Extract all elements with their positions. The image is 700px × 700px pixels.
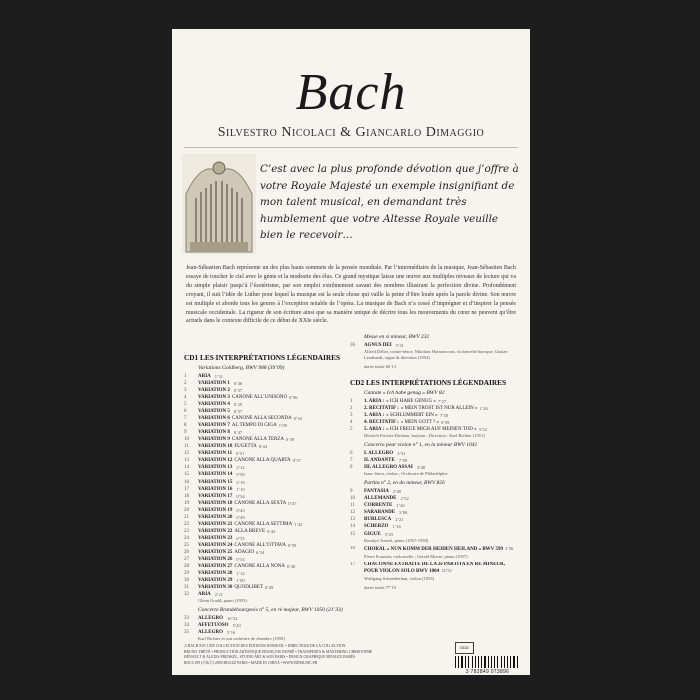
track-row (184, 577, 346, 584)
track-number: 26 (184, 549, 189, 555)
track-duration: 3’31 (397, 451, 406, 457)
track-title: VARIATION 11 (198, 451, 233, 457)
track-row (184, 521, 346, 528)
track-row (350, 562, 520, 576)
track-number: 17 (350, 561, 355, 567)
track-number: 6 (184, 409, 187, 415)
track-title: VARIATION 21 (198, 521, 233, 527)
track-extra: CANONE ALL’OTTAVA (234, 542, 287, 548)
track-title: III. ALLEGRO ASSAI (364, 465, 413, 471)
track-number: 1 (350, 398, 353, 404)
track-title: SCHERZO (364, 524, 389, 530)
track-row (184, 486, 346, 493)
track-number: 31 (184, 585, 189, 591)
track-number: 2 (350, 405, 353, 411)
track-duration: 1’26 (479, 405, 488, 411)
performer-credit: Pierre Fournier, violoncelle ; Gerald Moore, piano (1957) (364, 553, 468, 559)
track-number: 11 (350, 503, 355, 509)
track-duration: 5’16 (227, 630, 236, 636)
track-title: ARIA (198, 373, 211, 379)
track-duration: 2’12 (236, 465, 245, 471)
track-number: 28 (184, 564, 189, 570)
track-number: 16 (350, 545, 355, 551)
track-title: VARIATION 4 (198, 401, 230, 407)
track-duration: 0’59 (236, 472, 245, 478)
track-title: VARIATION 9 (198, 437, 230, 443)
track-extra: ADAGIO (234, 549, 255, 555)
track-number: 7 (184, 416, 187, 422)
track-number: 27 (184, 557, 189, 563)
track-title: VARIATION 28 (198, 571, 233, 577)
track-duration: 0’57 (292, 458, 301, 464)
track-duration: 0’44 (258, 444, 268, 450)
track-number: 2 (184, 380, 187, 386)
track-row (184, 542, 346, 549)
track-row (184, 387, 346, 394)
track-number: 1 (184, 373, 187, 379)
track-duration: 0’43 (267, 528, 276, 534)
section-title: Concerto Brandebourgeois n° 5, en ré majeur, BWV 1050 (21’33) (198, 607, 343, 614)
track-duration: 2’21 (395, 517, 404, 523)
track-extra: « MEIN GOTT ? » (400, 419, 440, 425)
track-number: 21 (184, 514, 189, 520)
track-extra: QUODLIBET (234, 585, 264, 591)
track-duration: 0’54 (236, 493, 245, 499)
track-title: CHACONNE EXTRAITE DE LA 2e PARTITA EN RÉ MINEUR, POUR VIOLON SOLO BWV 1004 (364, 561, 505, 575)
track-title: VARIATION 16 (198, 486, 233, 492)
track-number: 3 (184, 387, 187, 393)
track-row (184, 615, 346, 622)
performer-credit: Alfred Deller, contre-ténor; Nikolaus Harnoncourt, violoncelle baroque; Gustav Leonhardt, orgue & direction (1954) (364, 349, 508, 361)
album-back-cover (172, 29, 530, 675)
track-number: 11 (184, 444, 189, 450)
track-duration: 0’29 (233, 401, 243, 407)
track-number: 19 (184, 500, 189, 506)
track-number: 9 (350, 489, 353, 495)
track-duration: 1’19 (236, 486, 245, 492)
track-title: AGNUS DEI (364, 343, 392, 348)
divider (184, 147, 518, 148)
track-row (350, 457, 520, 464)
track-title: VARIATION 25 (198, 549, 233, 555)
track-title: VARIATION 10 (198, 444, 233, 450)
track-number: 36 (350, 343, 355, 348)
track-duration: 3’48 (416, 465, 426, 471)
track-row (184, 563, 346, 570)
track-row (184, 443, 346, 450)
track-extra: CANONE ALLA SEXTA (234, 500, 287, 506)
track-title: 2. RÉCITATIF : (364, 405, 399, 411)
track-extra: CANONE ALLA SECONDA (231, 416, 292, 422)
track-row (184, 549, 346, 556)
track-row (350, 419, 520, 426)
track-list (184, 373, 346, 599)
track-row (350, 342, 520, 349)
track-duration: 1’09 (278, 423, 288, 429)
track-number: 8 (184, 423, 187, 429)
track-title: VARIATION 27 (198, 564, 233, 570)
track-duration: 1’00 (236, 578, 245, 584)
track-duration: 1’51 (214, 373, 224, 379)
track-row (184, 500, 346, 507)
track-number: 16 (184, 479, 189, 485)
track-number: 7 (350, 458, 353, 464)
track-row (350, 495, 520, 502)
track-duration: 1’43 (294, 521, 303, 527)
track-duration: 0’47 (233, 430, 243, 436)
track-row (184, 464, 346, 471)
track-number: 13 (184, 458, 189, 464)
track-duration: 0’39 (286, 437, 295, 443)
album-title: Bach (295, 64, 407, 121)
track-row (184, 373, 346, 380)
track-number: 25 (184, 542, 189, 548)
church-organ-engraving-image (182, 154, 256, 254)
track-title: VARIATION 5 (198, 409, 230, 415)
track-row (184, 507, 346, 514)
track-row (184, 570, 346, 577)
footer-credits (184, 644, 444, 666)
track-extra: « SCHLUMMERT EIN » (386, 412, 438, 418)
track-duration: 0’47 (288, 500, 297, 506)
track-duration: 1’16 (392, 524, 401, 530)
track-row (184, 415, 346, 422)
track-title: VARIATION 30 (198, 585, 233, 591)
track-extra: « MEIN TROST IST NUR ALLEIN » (400, 405, 478, 411)
section-title: Cantate « Ich habe genug » BWV 82 (364, 389, 445, 396)
track-number: 24 (184, 535, 189, 541)
track-row (350, 450, 520, 457)
track-duration: 3’29 (384, 531, 393, 537)
track-title: GIGUE (364, 531, 381, 537)
track-row (184, 514, 346, 521)
track-title: VARIATION 29 (198, 578, 233, 584)
track-duration: 0’49 (265, 585, 274, 591)
track-duration: 3’56 (504, 545, 514, 551)
track-row (184, 408, 346, 415)
track-number: 32 (184, 592, 189, 598)
track-title: VARIATION 8 (198, 430, 230, 436)
track-duration: 0’49 (236, 514, 245, 520)
track-title: VARIATION 3 (198, 394, 230, 400)
track-title: BURLESCA (364, 517, 392, 523)
track-row (350, 523, 520, 530)
footer-line: BRUNO THÉVÉ • PRODUCTION ARTISTIQUE FRANÇOIS DUPRÉ • TRANSFERTS & MASTERING CHRISTOPHE (184, 649, 373, 654)
track-title: VARIATION 19 (198, 507, 233, 513)
performer-credit: Glenn Gould, piano (1955) (198, 598, 247, 604)
track-duration: 7’38 (439, 412, 448, 418)
track-title: VARIATION 18 (198, 500, 233, 506)
barcode-number: 3 782849 073896 (465, 669, 510, 675)
track-row (184, 629, 346, 636)
track-row (350, 426, 520, 433)
track-duration: 0’55 (236, 535, 245, 541)
track-list (350, 450, 520, 471)
track-duration: 3’06 (399, 510, 408, 516)
track-duration: 0’51 (236, 451, 245, 457)
track-row (350, 509, 520, 516)
section-title: Concerto pour violon n° 1, en la mineur BWV 1041 (364, 442, 478, 449)
performer-credit: Isaac Stern, violon ; Orchestre de Philadelphie (364, 471, 448, 477)
track-number: 9 (184, 430, 187, 436)
track-row (350, 546, 520, 553)
track-row (184, 479, 346, 486)
track-row (184, 457, 346, 464)
track-title: I. ALLEGRO (364, 451, 394, 457)
track-list (350, 398, 520, 433)
track-extra: AL TEMPO DI GIGA (231, 423, 277, 429)
track-number: 29 (184, 571, 189, 577)
track-title: VARIATION 15 (198, 479, 233, 485)
track-number: 20 (184, 507, 189, 513)
track-title: VARIATION 2 (198, 387, 230, 393)
track-title: VARIATION 22 (198, 528, 233, 534)
track-row (184, 493, 346, 500)
track-row (350, 464, 520, 471)
track-title: VARIATION 12 (198, 458, 233, 464)
track-title: VARIATION 17 (198, 493, 233, 499)
track-number: 22 (184, 521, 189, 527)
artists-line: Silvestro Nicolaci & Giancarlo Dimaggio (217, 125, 485, 140)
track-duration: 0’53 (236, 557, 245, 563)
track-row (184, 401, 346, 408)
ddd-logo: DDD (455, 642, 474, 654)
cd2-total-duration: durée totale 77’19 (364, 585, 396, 591)
barcode-image (455, 656, 520, 668)
track-title: ALLEGRO (198, 616, 224, 622)
track-title: SARABANDE (364, 510, 396, 516)
track-title: VARIATION 24 (198, 542, 233, 548)
track-extra: CANONE ALLA NONA (234, 564, 285, 570)
track-list (350, 488, 520, 537)
track-number: 3 (350, 412, 353, 418)
intro-paragraph: Jean-Sébastien Bach représente un des plus hauts sommets de la pensée mondiale. Par l’intermédiaire de la musique, Jean-Sébastien Bach essaye de toucher le ciel avec le génie et la modestie des élus. Ce grand mystique laisse une œuvre aux multiples niveaux de lecture qui va du simple plaisir jusqu’à l’ésotérisme, par son emploi extrêmement savant des nombres illustrant la perfection divine. Profondément croyant, il suit l’idée de Luther pour lequel la musique est la seule chose qui vaille la peine d’être louée après la parole divine. Son œuvre est multiple et aborde tous les genres à l’exception notable de l’opéra. La musique de Bach n’a cessé d’imprégner et d’inspirer la pensée musicale occidentale. La rigueur de son écriture ainsi que sa manière unique de décrire tous les mouvements du cœur ne peuvent qu’être actuels dans le contexte difficile de ce début de XXIe siècle. (186, 265, 516, 325)
track-title: II. ANDANTE (364, 458, 395, 464)
barcode-bar (518, 656, 519, 668)
track-number: 5 (350, 427, 353, 433)
track-extra: « ICH FREUE MICH AUF MEINEN TOD » (386, 427, 477, 433)
track-duration: 5’31 (395, 343, 404, 348)
footer-line: ROCC189 (Ⓟ&Ⓒ) 2009 BDAZZ PARIS • MADE IN CHINA • WWW.BDMUSIC.FR (184, 660, 318, 665)
track-row (184, 450, 346, 457)
section-title: Variations Goldberg, BWV 988 (39’09) (198, 364, 285, 371)
track-number: 34 (184, 623, 189, 629)
track-number: 10 (350, 496, 355, 502)
track-title: 3. ARIA : (364, 412, 385, 418)
track-title: 4. RÉCITATIF : (364, 419, 399, 425)
track-number: 4 (184, 394, 187, 400)
track-title: VARIATION 13 (198, 465, 233, 471)
track-duration: 2’21 (214, 592, 224, 598)
track-row (184, 422, 346, 429)
track-duration: 7’09 (398, 458, 408, 464)
footer-line: Ↄ BACH EST UNE COLLECTION DES ÉDITIONS ROMUSIC • DIRECTEUR DE LA COLLECTION (184, 644, 346, 648)
track-number: 5 (184, 401, 187, 407)
track-number: 6 (350, 451, 353, 457)
track-row (350, 398, 520, 405)
track-duration: 2’19 (236, 479, 245, 485)
section-title: Partita n° 2, en do mineur, BWV 826 (364, 480, 445, 487)
track-title: ARIA (198, 592, 211, 598)
track-number: 30 (184, 578, 189, 584)
section-title: Messe en si mineur, BWV 232 (364, 334, 430, 340)
track-number: 14 (350, 524, 355, 530)
track-duration: 0’37 (233, 387, 243, 393)
track-title: ALLEGRO (198, 630, 224, 636)
track-duration: 1’12 (236, 571, 245, 577)
track-row (184, 394, 346, 401)
track-extra: CANONE ALLA TERZA (231, 437, 285, 443)
track-title: AFFETUOSO (198, 623, 229, 629)
track-number: 35 (184, 630, 189, 636)
track-row (184, 591, 346, 598)
cd1-heading: CD1 LES INTERPRÉTATIONS LÉGENDAIRES (184, 353, 341, 362)
track-number: 14 (184, 465, 189, 471)
track-title: VARIATION 6 (198, 416, 230, 422)
track-duration: 5’43 (232, 623, 241, 629)
track-title: CHORAL « NUN KOMM DER HEIDEN HEILAND » BWV 599 (364, 546, 503, 552)
track-title: VARIATION 26 (198, 557, 233, 563)
dedication-quote: C’est avec la plus profonde dévotion que j’offre à votre Royale Majesté un exemple insignifiant de mon talent musical, en demandant très humblement que votre Altesse Royale veuille bien le recevoir… (260, 163, 519, 241)
track-title: VARIATION 23 (198, 535, 233, 541)
track-extra: ALLA BREVE (234, 528, 266, 534)
track-duration: 0’43 (236, 507, 245, 513)
track-duration: 0’56 (289, 394, 298, 400)
cd2-tracklist (350, 334, 520, 591)
performer-credit: Rosalyn Tureck, piano (1957-1958) (364, 537, 429, 543)
track-title: 5. ARIA : (364, 427, 385, 433)
track-title: ALLEMANDE (364, 496, 397, 502)
track-number: 33 (184, 616, 189, 622)
track-row (184, 528, 346, 535)
track-number: 12 (350, 510, 355, 516)
cd1-tracklist (184, 354, 346, 644)
track-duration: 0’34 (293, 416, 302, 422)
track-number: 4 (350, 419, 353, 425)
track-title: VARIATION 7 (198, 423, 230, 429)
performer-credit: Dietrich Fischer-Dieskau, baryton ; Direction : Karl Richter (1951) (364, 433, 485, 439)
track-title: CORRENTE (364, 503, 393, 509)
track-number: 15 (350, 531, 355, 537)
track-title: VARIATION 20 (198, 514, 233, 520)
track-duration: 6’34 (256, 549, 265, 555)
track-number: 23 (184, 528, 189, 534)
track-title: VARIATION 1 (198, 380, 230, 386)
track-duration: 1’26 (396, 503, 405, 509)
track-title: 1. ARIA : (364, 398, 385, 404)
track-duration: 0’40 (286, 564, 296, 570)
cd2-heading: CD2 LES INTERPRÉTATIONS LÉGENDAIRES (350, 378, 507, 388)
track-row (184, 380, 346, 387)
track-duration: 7’27 (437, 398, 447, 404)
track-number: 10 (184, 437, 189, 443)
track-number: 12 (184, 451, 189, 457)
track-row (350, 516, 520, 523)
performer-credit: Wolfgang Schneiderhan, violon (1955) (364, 576, 435, 582)
track-row (184, 584, 346, 591)
track-list (184, 615, 346, 636)
track-row (184, 622, 346, 629)
track-row (184, 535, 346, 542)
track-number: 13 (350, 517, 355, 523)
track-row (350, 405, 520, 412)
track-duration: 14’52 (441, 568, 452, 574)
track-row (184, 471, 346, 478)
track-duration: 0’59 (288, 542, 297, 548)
track-duration: 0’37 (233, 409, 243, 415)
track-title: VARIATION 14 (198, 472, 233, 478)
track-row (350, 531, 520, 538)
track-duration: 2’52 (400, 496, 409, 502)
track-duration: 0’46 (233, 380, 243, 386)
track-duration: 0’59 (441, 419, 450, 425)
track-duration: 2’00 (392, 489, 402, 495)
track-extra: CANONE ALL’UNISONO (231, 394, 288, 400)
track-extra: « ICH HABE GENUG » (386, 398, 436, 404)
track-extra: FUGETTA (234, 444, 257, 450)
track-row (350, 488, 520, 495)
track-number: 15 (184, 472, 189, 478)
track-duration: 10’32 (227, 616, 238, 622)
track-row (350, 412, 520, 419)
track-number: 17 (184, 486, 189, 492)
track-number: 8 (350, 465, 353, 471)
track-duration: 3’52 (478, 427, 487, 433)
track-list (350, 342, 520, 349)
track-number: 18 (184, 493, 189, 499)
track-extra: CANONE ALLA SETTIMA (234, 521, 293, 527)
track-row (350, 502, 520, 509)
performer-credit: Karl Richter et son orchestre de chambre (1958) (198, 636, 285, 642)
track-row (184, 436, 346, 443)
track-title: FANTASIA (364, 489, 389, 495)
track-row (184, 429, 346, 436)
footer-line: HÉNAULT & ALEXIS FRENKEL, STUDIO ART & SON PARIS • DESIGN GRAPHIQUE RENAUD BARÈS (184, 655, 356, 660)
track-extra: CANONE ALLA QUARTA (234, 458, 291, 464)
cd1-total-duration: durée totale 66’13 (364, 364, 396, 370)
track-row (184, 556, 346, 563)
